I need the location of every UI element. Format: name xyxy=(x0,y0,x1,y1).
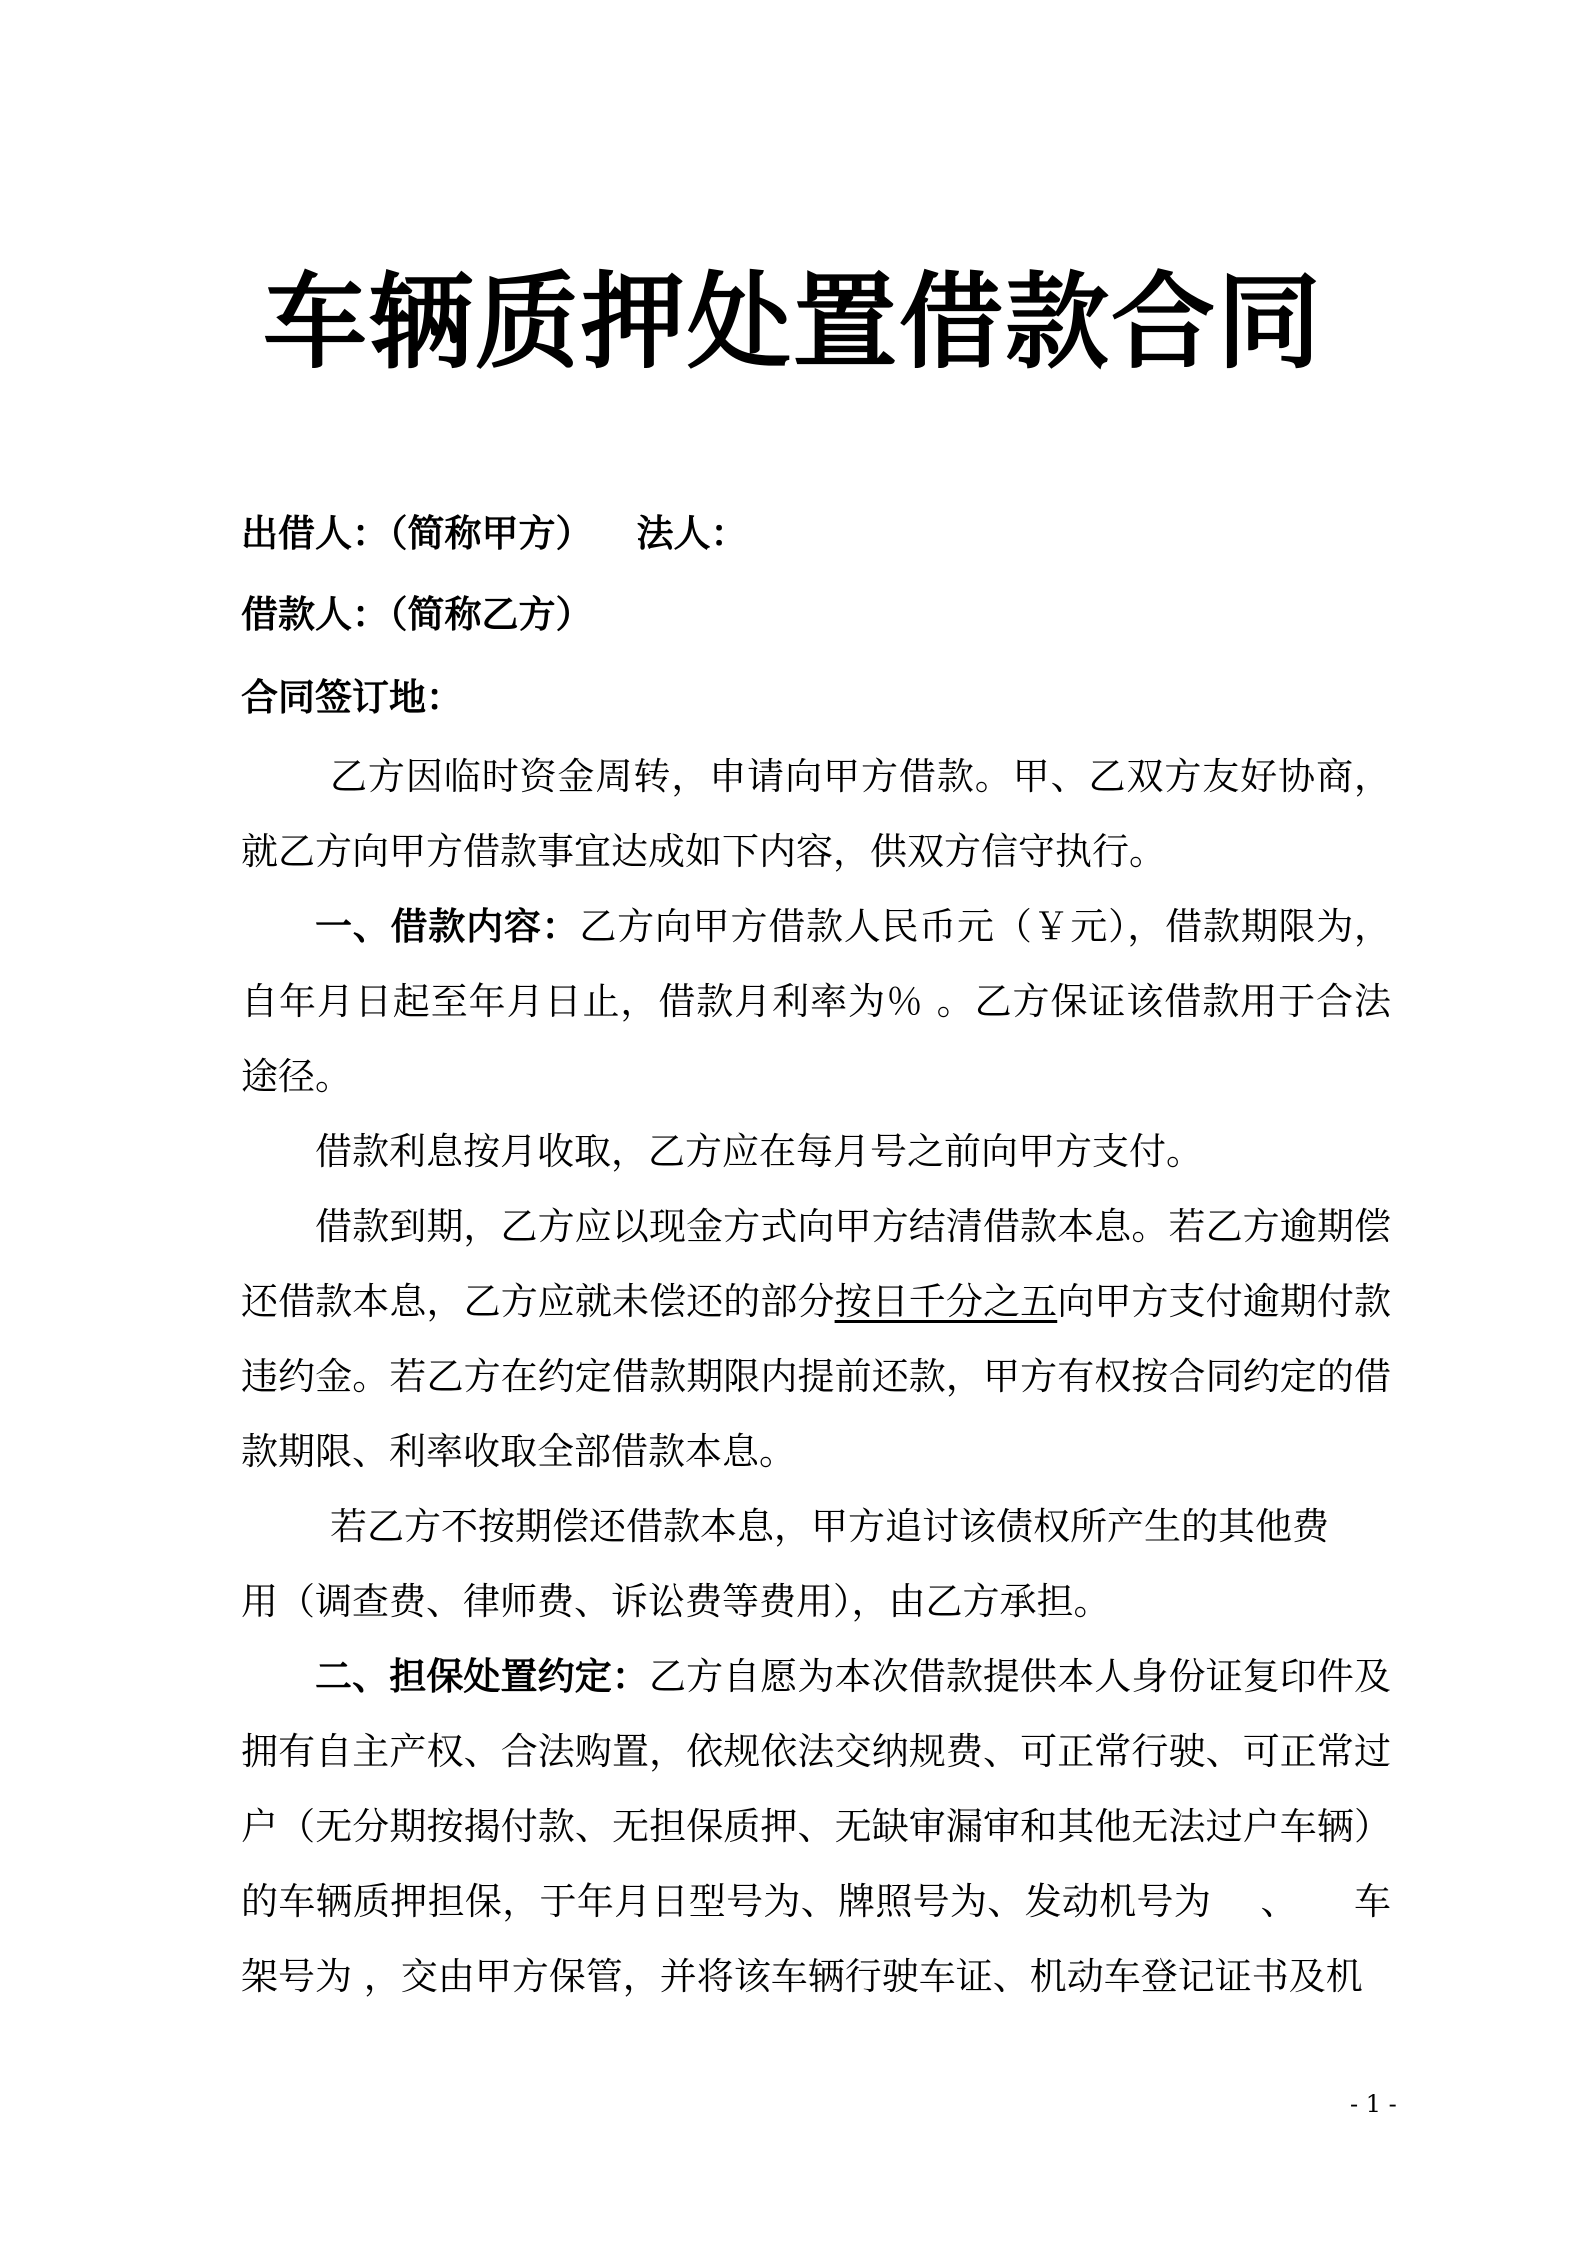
repayment-text-a: 借款到期，乙方应以现金方式向甲方结清借款本息。若乙方逾期偿还借款本息，乙方应就未偿还的部分 xyxy=(241,1205,1391,1323)
contract-body xyxy=(241,739,1391,2014)
guarantee-text: 乙方自愿为本次借款提供本人身份证复印件及拥有自主产权、合法购置，依规依法交纳规费、可正常行驶、可正常过户（无分期按揭付款、无担保质押、无缺审漏审和其他无法过户车辆）的车辆质押担保，于年月日型号为、牌照号为、发动机号为 、 车架号为 ，交由甲方保管，并将该车辆行驶车证、机动车登记证书及机 xyxy=(241,1655,1392,1998)
loan-content-text: 乙方向甲方借款人民币元（￥元），借款期限为，自年月日起至年月日止，借款月利率为％ 。乙方保证该借款用于合法途径。 xyxy=(241,905,1391,1098)
paragraph-loan-content xyxy=(241,889,1391,1114)
paragraph-interest: 借款利息按月收取，乙方应在每月号之前向甲方支付。 xyxy=(315,1130,1203,1173)
section-heading-guarantee: 二、担保处置约定： xyxy=(315,1655,649,1698)
paragraph-guarantee xyxy=(241,1639,1391,2014)
repayment-text-b: 向甲方支付逾期付款违约金。若乙方在约定借款期限内提前还款，甲方有权按合同约定的借款期限、利率收取全部借款本息。 xyxy=(241,1280,1392,1473)
section-heading-loan-content: 一、借款内容： xyxy=(315,905,580,948)
paragraph-collection-costs xyxy=(241,1489,1391,1639)
contract-title: 车辆质押处置借款合同 xyxy=(262,261,1323,383)
paragraph-intro: 乙方因临时资金周转，申请向甲方借款。甲、乙双方友好协商，就乙方向甲方借款事宜达成如下内容，供双方信守执行。 xyxy=(241,755,1391,873)
collection-costs-line-1: 若乙方不按期偿还借款本息，甲方追讨该债权所产生的其他费 xyxy=(330,1505,1329,1548)
penalty-rate-underlined: 按日千分之五 xyxy=(834,1280,1058,1323)
legal-rep-label: 法人： xyxy=(636,512,748,555)
collection-costs-line-2: 用（调查费、律师费、诉讼费等费用），由乙方承担。 xyxy=(241,1580,1111,1623)
lender-label: 出借人：（简称甲方） xyxy=(241,512,593,555)
paragraph-repayment xyxy=(241,1189,1391,1489)
page-number: - 1 - xyxy=(1350,2090,1397,2118)
borrower-label: 借款人：（简称乙方） xyxy=(241,593,593,636)
lender-line xyxy=(241,510,748,558)
sign-place-label: 合同签订地： xyxy=(241,676,463,719)
